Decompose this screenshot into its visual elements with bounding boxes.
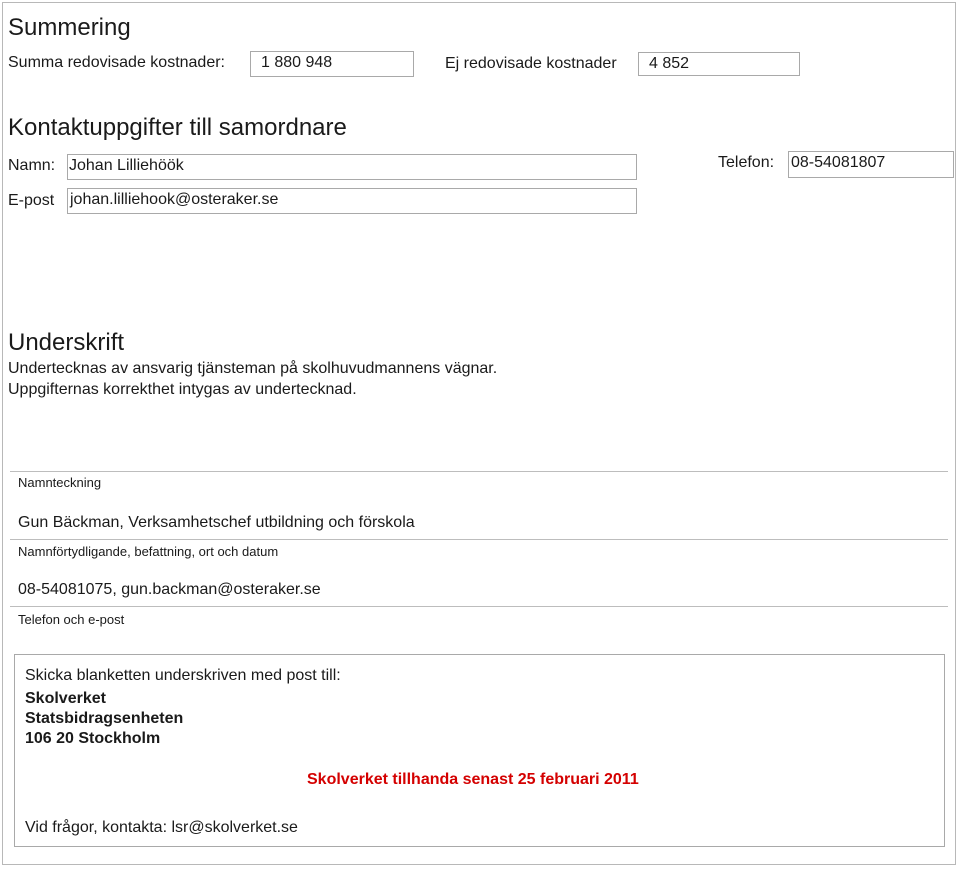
clarification-value: Gun Bäckman, Verksamhetschef utbildning och förskola: [18, 514, 415, 531]
mailing-unit: Statsbidragsenheten: [25, 710, 184, 727]
signature-caption: Namnteckning: [18, 475, 102, 490]
phone-label: Telefon:: [718, 154, 775, 171]
signature-line: [10, 471, 948, 472]
clarification-caption: Namnförtydligande, befattning, ort och datum: [18, 544, 279, 559]
name-field[interactable]: Johan Lilliehöök: [67, 154, 637, 180]
summary-heading: Summering: [8, 14, 131, 41]
unreported-costs-field[interactable]: 4 852: [638, 52, 800, 76]
contact-heading: Kontaktuppgifter till samordnare: [8, 114, 347, 141]
signer-contact-line: [10, 606, 948, 607]
signer-contact-value: 08-54081075, gun.backman@osteraker.se: [18, 581, 321, 598]
email-label: E-post: [8, 192, 55, 209]
signature-instruction-2: Uppgifternas korrekthet intygas av undertecknad.: [8, 381, 357, 398]
name-label: Namn:: [8, 157, 56, 174]
reported-costs-field[interactable]: 1 880 948: [250, 51, 414, 77]
mailing-intro: Skicka blanketten underskriven med post till:: [25, 667, 341, 684]
mailing-address: 106 20 Stockholm: [25, 730, 161, 747]
questions-contact: Vid frågor, kontakta: lsr@skolverket.se: [25, 819, 298, 836]
phone-field[interactable]: 08-54081807: [788, 151, 954, 178]
signer-contact-caption: Telefon och e-post: [18, 612, 125, 627]
signature-instruction-1: Undertecknas av ansvarig tjänsteman på skolhuvudmannens vägnar.: [8, 360, 498, 377]
mailing-recipient: Skolverket: [25, 690, 106, 707]
reported-costs-label: Summa redovisade kostnader:: [8, 54, 225, 71]
email-field[interactable]: johan.lilliehook@osteraker.se: [67, 188, 637, 214]
clarification-line: [10, 539, 948, 540]
signature-heading: Underskrift: [8, 329, 125, 356]
unreported-costs-label: Ej redovisade kostnader: [445, 55, 617, 72]
deadline-notice: Skolverket tillhanda senast 25 februari 2011: [307, 771, 639, 788]
